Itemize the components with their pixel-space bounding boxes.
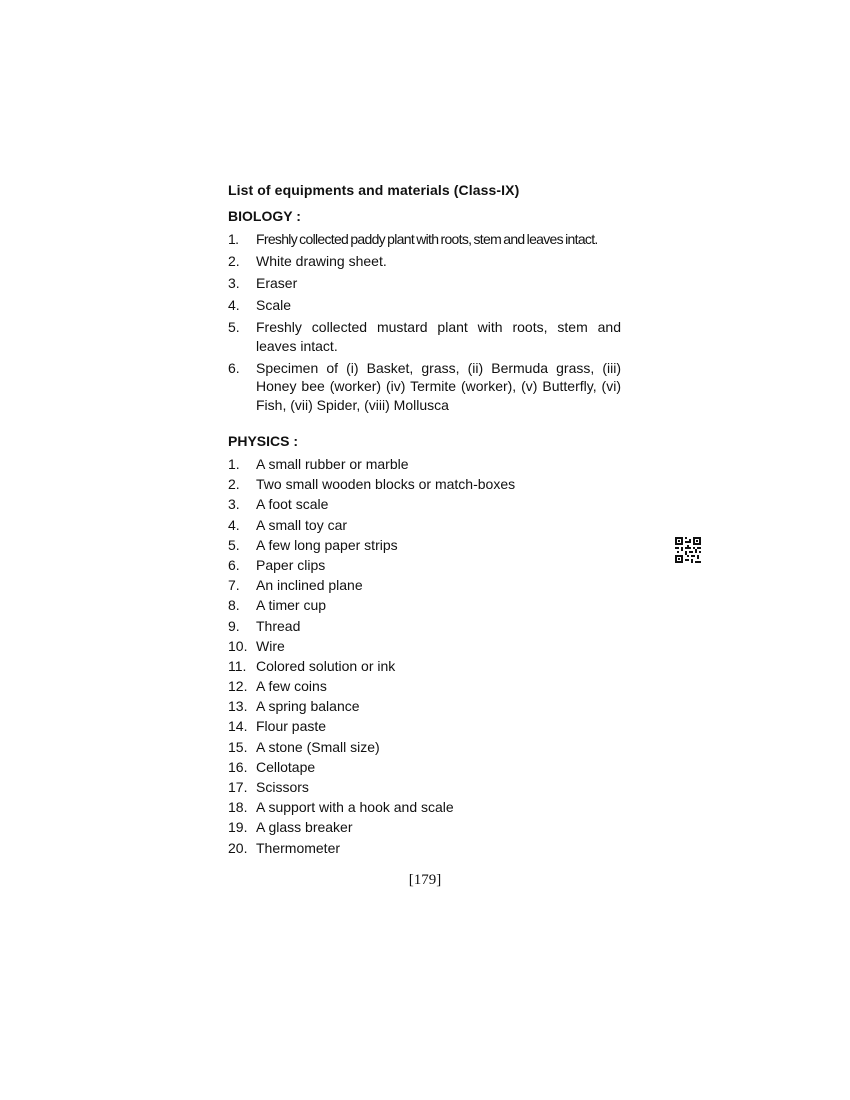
item-number: 2. — [228, 253, 240, 269]
item-number: 12. — [228, 678, 248, 695]
list-item — [228, 839, 621, 859]
list-item — [228, 596, 621, 616]
item-text: A small toy car — [256, 516, 348, 533]
item-number: 19. — [228, 819, 248, 836]
list-item — [228, 637, 621, 657]
item-number: 8. — [228, 597, 240, 614]
item-text: A few long paper strips — [256, 536, 398, 553]
item-text: Two small wooden blocks or match-boxes — [256, 476, 516, 493]
list-item — [228, 495, 621, 515]
list-item — [228, 252, 621, 271]
item-number: 5. — [228, 536, 240, 553]
item-number: 11. — [228, 657, 247, 674]
item-number: 13. — [228, 698, 248, 715]
item-number: 4. — [228, 297, 240, 313]
list-item — [228, 274, 621, 293]
item-text: Flour paste — [256, 718, 327, 735]
item-text: Scale — [256, 297, 292, 313]
item-text: Wire — [256, 637, 285, 654]
item-number: 3. — [228, 275, 240, 291]
list-item — [228, 778, 621, 798]
item-number: 3. — [228, 496, 240, 513]
item-text: Eraser — [256, 275, 298, 291]
physics-list — [228, 455, 621, 859]
item-text: Cellotape — [256, 758, 316, 775]
list-item — [228, 516, 621, 536]
item-text: A few coins — [256, 678, 327, 695]
list-item — [228, 318, 621, 355]
list-item — [228, 455, 621, 475]
item-number: 16. — [228, 758, 248, 775]
biology-list — [228, 230, 621, 418]
list-item — [228, 617, 621, 637]
list-item — [228, 359, 621, 415]
list-item — [228, 677, 621, 697]
item-number: 1. — [228, 456, 240, 472]
item-text: Colored solution or ink — [256, 657, 396, 674]
physics-heading: PHYSICS : — [228, 433, 299, 449]
item-text: A small rubber or marble — [256, 456, 409, 472]
list-item — [228, 738, 621, 758]
list-item — [228, 230, 621, 249]
item-text: Scissors — [256, 779, 309, 795]
item-number: 6. — [228, 359, 240, 376]
list-item — [228, 296, 621, 315]
list-item — [228, 697, 621, 717]
item-number: 2. — [228, 476, 240, 493]
item-text: An inclined plane — [256, 577, 363, 594]
list-item — [228, 475, 621, 495]
item-number: 20. — [228, 839, 248, 856]
list-item — [228, 717, 621, 737]
list-item — [228, 818, 621, 838]
item-number: 1. — [228, 231, 239, 247]
item-number: 10. — [228, 637, 248, 654]
item-text: Thermometer — [256, 839, 341, 856]
item-number: 18. — [228, 799, 248, 816]
item-number: 4. — [228, 516, 240, 533]
list-item — [228, 758, 621, 778]
item-text: A stone (Small size) — [256, 738, 380, 755]
item-text: A support with a hook and scale — [256, 799, 454, 816]
item-text: A timer cup — [256, 597, 327, 614]
item-text: A glass breaker — [256, 819, 353, 836]
item-text: Freshly collected mustard plant with roots, stem and leaves intact. — [256, 319, 621, 354]
item-text: A foot scale — [256, 496, 329, 513]
list-item — [228, 657, 621, 677]
item-number: 7. — [228, 577, 240, 594]
list-item — [228, 576, 621, 596]
list-item — [228, 556, 621, 576]
list-item — [228, 798, 621, 818]
item-text: Paper clips — [256, 556, 326, 573]
item-text: Specimen of (i) Basket, grass, (ii) Bermuda grass, (iii) Honey bee (worker) (iv) Termite (worker), (v) Butterfly, (vi) Fish, (vii) Spider, (viii) Mollusca — [256, 359, 621, 413]
item-number: 6. — [228, 556, 240, 573]
item-number: 9. — [228, 617, 240, 634]
page-number: [179] — [408, 872, 442, 888]
item-number: 14. — [228, 718, 248, 735]
item-number: 17. — [228, 779, 248, 795]
biology-heading: BIOLOGY : — [228, 208, 301, 224]
item-text: Thread — [256, 617, 301, 634]
item-text: A spring balance — [256, 698, 360, 715]
page-title: List of equipments and materials (Class-IX) — [228, 182, 520, 198]
item-text: Freshly collected paddy plant with roots, stem and leaves intact. — [256, 231, 598, 247]
item-text: White drawing sheet. — [256, 253, 387, 269]
item-number: 5. — [228, 319, 240, 335]
qr-code-icon[interactable] — [675, 537, 701, 563]
item-number: 15. — [228, 738, 248, 755]
list-item — [228, 536, 621, 556]
